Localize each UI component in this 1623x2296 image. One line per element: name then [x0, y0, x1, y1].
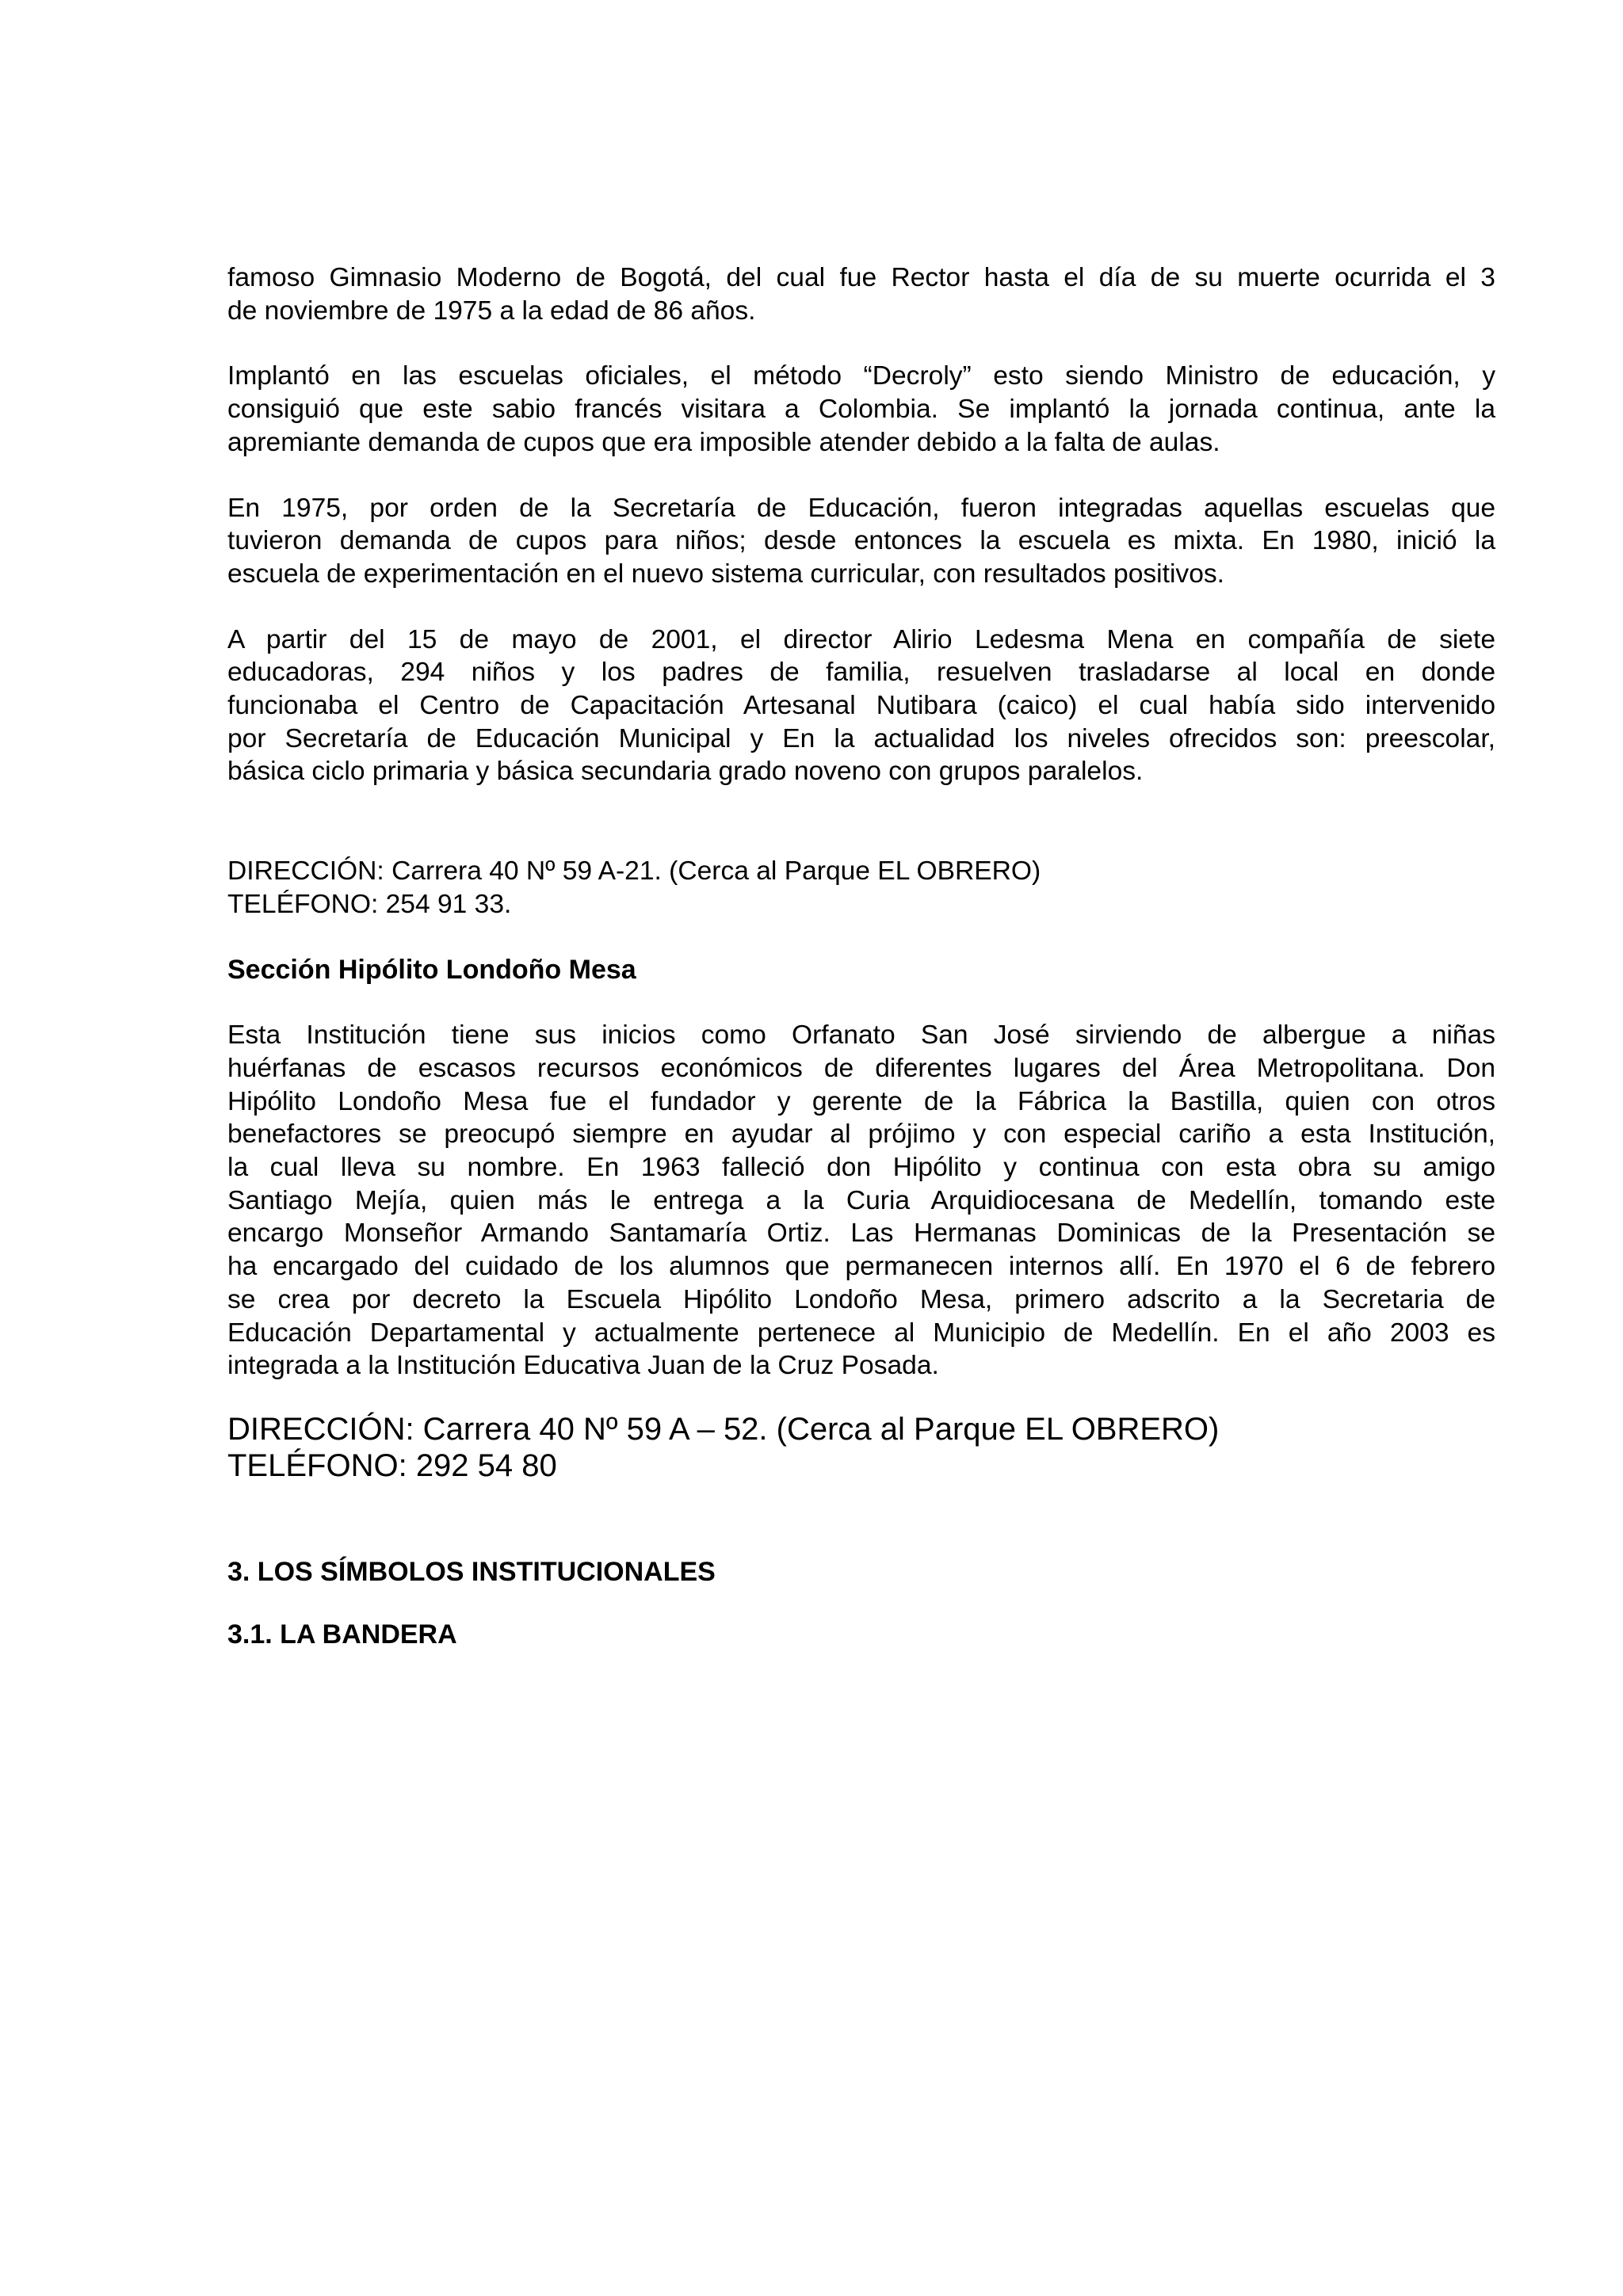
- text-line: Hipólito Londoño Mesa fue el fundador y gerente de la Fábrica la Bastilla, quien con otros: [227, 1086, 1495, 1116]
- text-line: de noviembre de 1975 a la edad de 86 años.: [227, 296, 756, 326]
- text-line: básica ciclo primaria y básica secundaria grado noveno con grupos paralelos.: [227, 757, 1144, 787]
- paragraph-2001: [227, 624, 1495, 789]
- text-line: Santiago Mejía, quien más le entrega a la Curia Arquidiocesana de Medellín, tomando este: [227, 1185, 1495, 1215]
- paragraph-hipolito: [227, 1019, 1495, 1383]
- text-line: encargo Monseñor Armando Santamaría Ortiz. Las Hermanas Dominicas de la Presentación se: [227, 1219, 1495, 1249]
- text-line: Educación Departamental y actualmente pertenece al Municipio de Medellín. En el año 2003 es: [227, 1318, 1495, 1348]
- text-line: apremiante demanda de cupos que era imposible atender debido a la falta de aulas.: [227, 427, 1220, 457]
- section-heading: Sección Hipólito Londoño Mesa: [227, 954, 636, 985]
- text-line: Implantó en las escuelas oficiales, el método “Decroly” esto siendo Ministro de educación, y: [227, 361, 1495, 391]
- text-line: escuela de experimentación en el nuevo sistema curricular, con resultados positivos.: [227, 559, 1224, 589]
- text-line: funcionaba el Centro de Capacitación Artesanal Nutibara (caico) el cual había sido intervenido: [227, 691, 1495, 721]
- phone-line: TELÉFONO: 292 54 80: [227, 1447, 557, 1483]
- contact-block-2: [227, 1411, 1495, 1484]
- text-line: ha encargado del cuidado de los alumnos que permanecen internos allí. En 1970 el 6 de febrero: [227, 1252, 1495, 1282]
- heading-simbolos: 3. LOS SÍMBOLOS INSTITUCIONALES: [227, 1556, 716, 1587]
- text-line: se crea por decreto la Escuela Hipólito Londoño Mesa, primero adscrito a la Secretaria de: [227, 1284, 1495, 1314]
- text-line: la cual lleva su nombre. En 1963 falleció don Hipólito y continua con esta obra su amigo: [227, 1153, 1495, 1183]
- paragraph-decroly: [227, 360, 1495, 459]
- document-page: [227, 261, 1495, 1651]
- text-line: integrada a la Institución Educativa Juan de la Cruz Posada.: [227, 1351, 939, 1381]
- text-line: huérfanas de escasos recursos económicos de diferentes lugares del Área Metropolitana. Don: [227, 1053, 1495, 1083]
- text-line: A partir del 15 de mayo de 2001, el director Alirio Ledesma Mena en compañía de siete: [227, 624, 1495, 654]
- contact-block-1: [227, 855, 1495, 921]
- text-line: consiguió que este sabio francés visitara a Colombia. Se implantó la jornada continua, ante la: [227, 395, 1495, 425]
- address-line: DIRECCIÓN: Carrera 40 Nº 59 A-21. (Cerca al Parque EL OBRERO): [227, 856, 1041, 887]
- text-line: educadoras, 294 niños y los padres de familia, resuelven trasladarse al local en donde: [227, 658, 1495, 688]
- paragraph-1975: [227, 492, 1495, 591]
- address-line: DIRECCIÓN: Carrera 40 Nº 59 A – 52. (Cerca al Parque EL OBRERO): [227, 1411, 1220, 1447]
- text-line: famoso Gimnasio Moderno de Bogotá, del cual fue Rector hasta el día de su muerte ocurrida el 3: [227, 263, 1495, 292]
- text-line: por Secretaría de Educación Municipal y En la actualidad los niveles ofrecidos son: preescolar,: [227, 723, 1495, 753]
- phone-line: TELÉFONO: 254 91 33.: [227, 889, 512, 919]
- heading-bandera: 3.1. LA BANDERA: [227, 1619, 457, 1650]
- text-line: benefactores se preocupó siempre en ayudar al prójimo y con especial cariño a esta Institución,: [227, 1119, 1495, 1150]
- text-line: tuvieron demanda de cupos para niños; desde entonces la escuela es mixta. En 1980, inició la: [227, 526, 1495, 556]
- text-line: En 1975, por orden de la Secretaría de Educación, fueron integradas aquellas escuelas que: [227, 493, 1495, 523]
- text-line: Esta Institución tiene sus inicios como Orfanato San José sirviendo de albergue a niñas: [227, 1020, 1495, 1051]
- paragraph-gimnasio: [227, 261, 1495, 327]
